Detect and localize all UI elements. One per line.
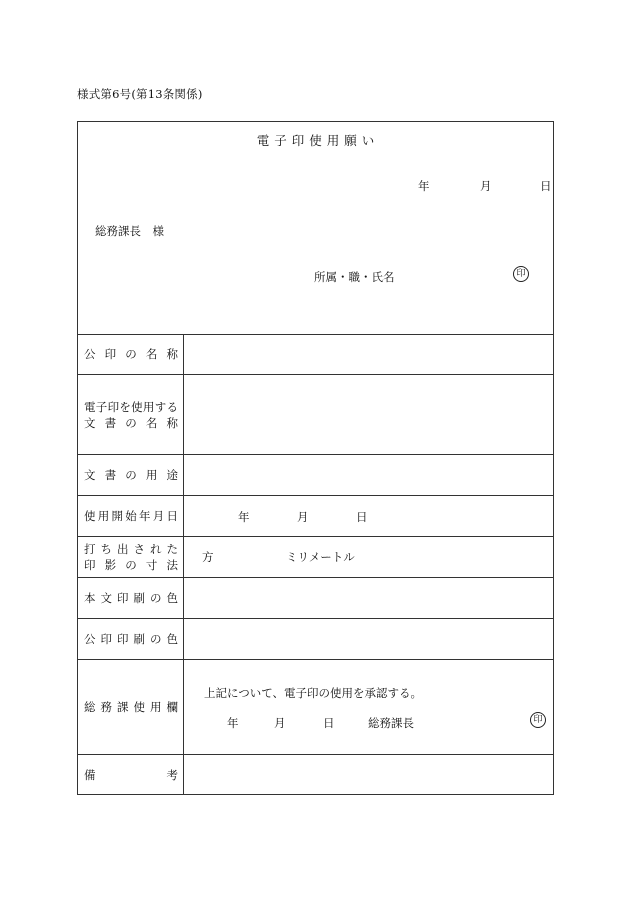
row-label-line — [84, 346, 178, 362]
recipient-label: 総務課長 様 — [95, 224, 164, 238]
row-label-line — [84, 415, 178, 431]
row-label-char: 用 — [142, 399, 155, 414]
row-approval — [78, 660, 553, 755]
body-print-color-field[interactable] — [184, 578, 553, 618]
row-label-char: 打 — [84, 542, 96, 556]
row-label-char: 年 — [139, 509, 151, 523]
row-label-char: 称 — [166, 347, 178, 361]
row-label-char: 書 — [104, 415, 117, 430]
row-label-char: 出 — [117, 542, 129, 556]
row-label-char: 文 — [84, 468, 96, 482]
row-label-line — [84, 557, 178, 573]
row-label-char: 印 — [100, 632, 112, 646]
row-label-char: 法 — [166, 558, 178, 572]
document-title: 電子印使用願い — [256, 133, 380, 148]
row-label-line — [84, 590, 178, 606]
millimeter-unit-label: ミリメートル — [286, 550, 355, 564]
row-label-line — [84, 699, 178, 715]
row-label-char: 印 — [117, 591, 129, 605]
row-body-print-color — [78, 578, 553, 619]
row-label-char: す — [154, 399, 167, 414]
row-label-char: 色 — [166, 591, 178, 605]
row-label-char: 月 — [152, 509, 165, 523]
row-label-char: 称 — [166, 415, 178, 430]
row-label-char: の — [125, 558, 137, 572]
approval-month-label: 月 — [274, 716, 286, 730]
row-document-purpose — [78, 455, 553, 496]
approval-statement: 上記について、電子印の使用を承認する。 — [204, 686, 423, 700]
row-label-char: の — [125, 468, 137, 482]
seal-stamp-icon: 印 — [513, 266, 529, 282]
row-label-char: 刷 — [133, 591, 145, 605]
row-label-char: 使 — [131, 399, 143, 414]
row-label-char: 開 — [111, 509, 123, 523]
start-day-label: 日 — [356, 510, 368, 524]
document-name-field[interactable] — [184, 375, 553, 454]
row-label-char: 名 — [145, 347, 158, 361]
row-label-char: 公 — [84, 347, 96, 361]
row-label-char: 影 — [104, 558, 117, 572]
row-label — [78, 455, 184, 495]
square-unit-label: 方 — [202, 550, 214, 564]
row-label-char: の — [125, 415, 137, 430]
row-label-char: 印 — [84, 558, 96, 572]
approval-field[interactable] — [184, 660, 553, 754]
row-label-char: 日 — [166, 509, 178, 523]
row-label-char: を — [119, 399, 131, 414]
row-label-line — [84, 541, 178, 557]
row-seal-name — [78, 334, 553, 375]
remarks-field[interactable] — [184, 755, 553, 794]
row-label-char: 名 — [145, 415, 158, 430]
approval-year-label: 年 — [227, 716, 239, 730]
row-label-char: ち — [100, 542, 112, 556]
row-label-char: 本 — [84, 591, 96, 605]
row-label — [78, 537, 184, 577]
start-month-label: 月 — [297, 510, 309, 524]
row-label-char: 用 — [150, 700, 162, 714]
row-label-char: 印 — [107, 399, 120, 414]
row-label-char: 印 — [117, 632, 129, 646]
row-label-char: 使 — [133, 700, 145, 714]
row-label-char: 考 — [166, 767, 178, 782]
date-month-label: 月 — [480, 179, 492, 193]
row-label-char: 寸 — [145, 558, 158, 572]
row-label-char: 使 — [84, 509, 96, 523]
row-label-char: 印 — [104, 347, 117, 361]
seal-print-color-field[interactable] — [184, 619, 553, 659]
row-label-char: 課 — [117, 700, 129, 714]
row-label-char: 途 — [166, 468, 178, 482]
row-label — [78, 496, 184, 536]
row-label-char: の — [125, 347, 137, 361]
row-label-char: の — [150, 632, 162, 646]
row-label-char: 始 — [125, 509, 137, 523]
row-label-char: る — [166, 399, 178, 414]
row-label-line — [84, 508, 178, 524]
row-label-char: 備 — [84, 767, 96, 782]
row-label — [78, 578, 184, 618]
approval-seal-icon: 印 — [530, 712, 546, 728]
row-label — [78, 375, 184, 454]
row-label-char: さ — [133, 542, 145, 556]
row-remarks — [78, 755, 553, 794]
row-label-line — [84, 767, 178, 783]
row-label-char: 総 — [84, 700, 96, 714]
row-label-line — [84, 467, 178, 483]
row-label-char: 書 — [104, 468, 117, 482]
approver-title-label: 総務課長 — [368, 716, 414, 730]
applicant-affiliation-label: 所属・職・氏名 — [314, 270, 395, 284]
row-label-line — [84, 631, 178, 647]
row-label — [78, 660, 184, 754]
row-seal-print-color — [78, 619, 553, 660]
row-label — [78, 334, 184, 374]
row-label-char: 用 — [97, 509, 110, 523]
start-date-field[interactable] — [184, 496, 553, 536]
date-day-label: 日 — [540, 179, 552, 193]
seal-dimensions-field[interactable] — [184, 537, 553, 577]
row-label-char: た — [166, 542, 178, 556]
start-year-label: 年 — [238, 510, 250, 524]
row-document-name — [78, 375, 553, 455]
row-label-char: れ — [150, 542, 162, 556]
row-label — [78, 619, 184, 659]
row-label-char: 子 — [95, 399, 108, 414]
row-seal-dimensions — [78, 537, 553, 578]
row-label-char: 欄 — [166, 700, 178, 714]
approval-day-label: 日 — [323, 716, 335, 730]
row-label-char: 務 — [100, 700, 112, 714]
row-label-char: 用 — [145, 468, 158, 482]
form-header-section — [78, 122, 553, 335]
row-label-char: 公 — [84, 632, 96, 646]
row-label-char: 色 — [166, 632, 178, 646]
row-start-date — [78, 496, 553, 537]
application-form-frame — [77, 121, 554, 795]
form-number: 様式第6号(第13条関係) — [77, 87, 203, 101]
row-label-char: 刷 — [133, 632, 145, 646]
row-label-line — [84, 399, 178, 415]
seal-name-field[interactable] — [184, 334, 553, 374]
date-year-label: 年 — [418, 179, 430, 193]
row-label-char: 電 — [84, 399, 96, 414]
row-label-char: の — [150, 591, 162, 605]
row-label-char: 文 — [100, 591, 112, 605]
row-label — [78, 755, 184, 794]
document-purpose-field[interactable] — [184, 455, 553, 495]
row-label-char: 文 — [84, 415, 96, 430]
